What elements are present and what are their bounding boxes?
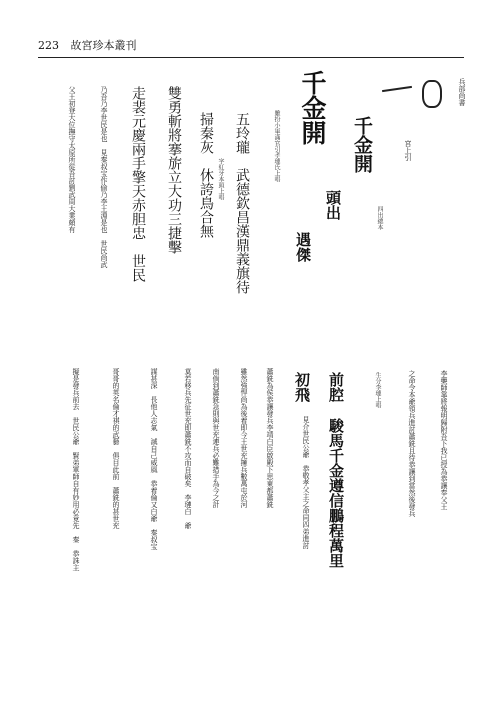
p2-note: 見介世民公爺 恭敬孝父主之命同四弟進討 xyxy=(302,416,310,549)
p2-title: 初飛 xyxy=(293,372,311,402)
verse-1: 五玲瓏 武德欽昌漢鼎義旗待 xyxy=(234,112,250,294)
signature-mark xyxy=(422,80,442,108)
p1-verse: 駿馬千金遵信鵬程萬里 xyxy=(327,418,345,568)
p1-title: 前腔 xyxy=(327,372,345,402)
p2-line7: 哥哥的英名倫才祺的武藝 俱目此前 蕭銑的甚世充 xyxy=(112,368,120,529)
col1-title: 千金開 xyxy=(298,70,327,145)
p2-line2: 蕭銑為侯恭讓發兵李靖白臣啟殿下思東都蕭銑 xyxy=(266,368,274,508)
col3-note: 宮上引 xyxy=(404,140,412,161)
signature-mark xyxy=(382,86,412,92)
verse-3: 雙勇斬將搴旂立大功三捷擊 xyxy=(166,86,182,254)
page-header xyxy=(38,38,218,54)
book-title: 故宮珍本叢刊 xyxy=(70,39,137,52)
p2-line6: 謀甚深 長他人志氣 滅自己威風 恭着倫又白爺 秦叔宝 xyxy=(150,368,158,550)
p2-line3: 雖然強悍尚為後着即今王世充擁兵數萬屯於河 xyxy=(240,368,248,508)
verse-2: 掃秦灰 休誇鳥合無 xyxy=(198,112,214,238)
verse-1-note: 字紅牙本頭上唱 xyxy=(217,158,224,200)
verse-4: 走裴元慶兩手擎天赤胆忠 世民 xyxy=(130,86,146,282)
verse-6: 父王初登大位撫守太原所從吾討劉武周大業頗有 xyxy=(68,86,76,233)
p2-right1: 李藥師靠將報明歸附吾下我已授為恭讓奉父王 xyxy=(440,370,448,510)
col3-sig: 兵部尚書 xyxy=(458,78,466,106)
col1-sub1: 頭出 xyxy=(324,190,342,220)
col1-note: 雖扮小軍滿官引孝璉氏上唱 xyxy=(273,110,280,182)
page-number: 223 xyxy=(38,39,59,52)
p2-line8: 擬是發兵前去 世民公爺 賢弟軍師自有妙用必竟先 秦 恭誅主 xyxy=(72,368,80,571)
p2-right2: 之命令本爺領兵進討蕭銑且待恭讓到當然後發兵 xyxy=(408,370,416,517)
col1-sub2: 遇傑 xyxy=(294,232,312,262)
col2-title: 千金開 xyxy=(351,116,373,173)
p2-line5: 莫若移兵先征世充即蕭銑不攻而自破矣 李璉白 爺 xyxy=(184,368,192,529)
header-rule xyxy=(38,57,464,58)
verse-5: 乃吾乃李世民是也 見秦叔宝作偷乃李王淵是也 世民尚武 xyxy=(100,86,108,268)
p2-line4: 南倘到蕭銑急則與世充連兵必難措手為今之計 xyxy=(212,368,220,508)
p1-side: 生分李璉上唱 xyxy=(374,372,381,408)
col2-note: 四出總本 xyxy=(376,206,383,230)
